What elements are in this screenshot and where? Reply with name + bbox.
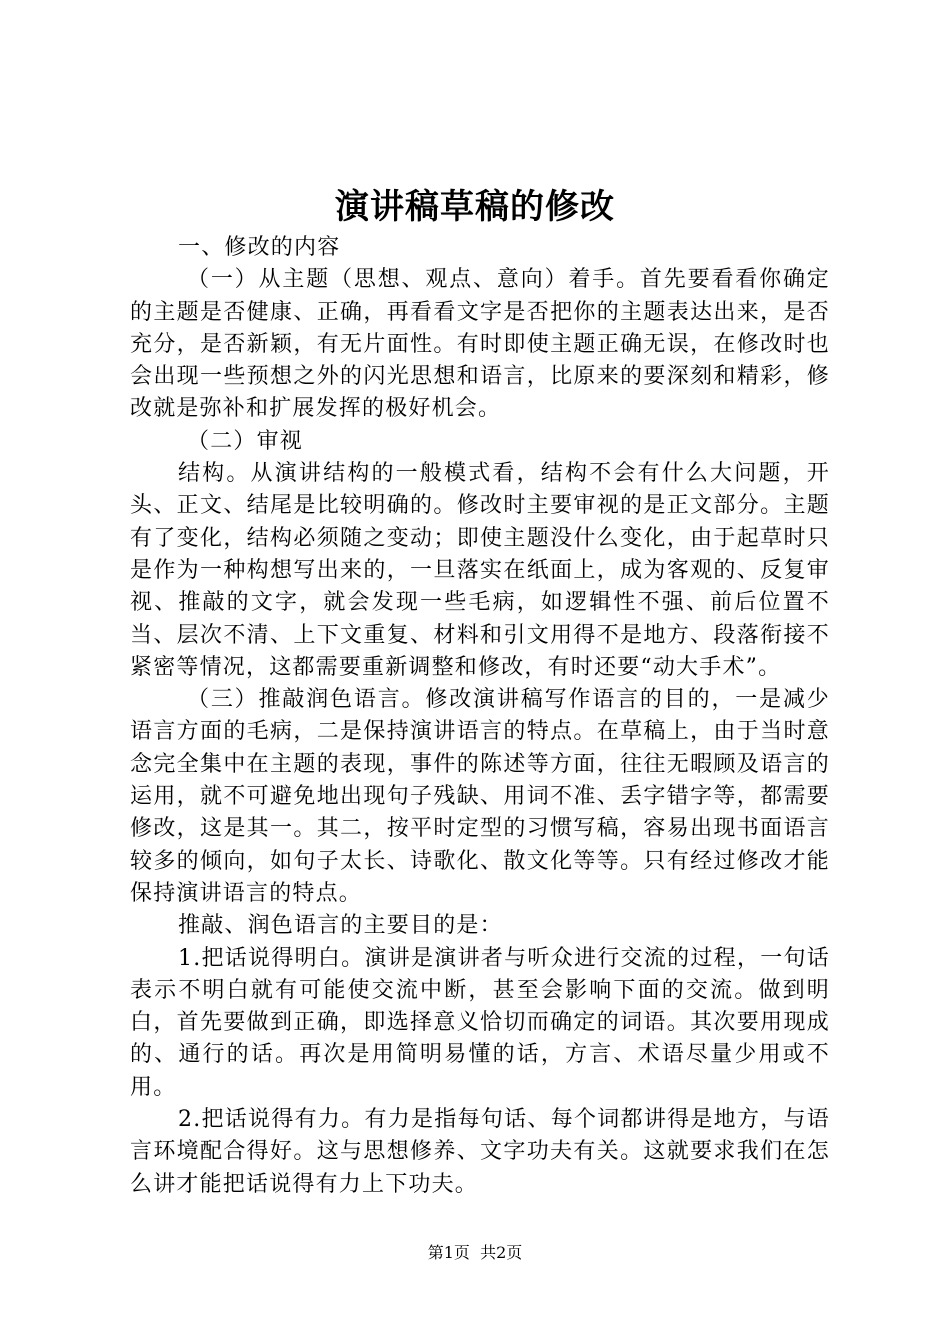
paragraph: 推敲、润色语言的主要目的是：: [178, 913, 503, 939]
page-footer: [0, 1243, 950, 1263]
list-item: 2.把话说得有力。有力是指每句话、每个词都讲得是地方，与语言环境配合得好。这与思想修养、文字功夫有关。这就要求我们在怎么讲才能把话说得有力上下功夫。: [130, 1107, 830, 1197]
document-title: 演讲稿草稿的修改: [335, 187, 615, 227]
paragraph: （一）从主题（思想、观点、意向）着手。首先要看看你确定的主题是否健康、正确，再看看文字是否把你的主题表达出来，是否充分，是否新颖，有无片面性。有时即使主题正确无误，在修改时也会出现一些预想之外的闪光思想和语言，比原来的要深刻和精彩，修改就是弥补和扩展发挥的极好机会。: [130, 267, 830, 422]
list-item: 1.把话说得明白。演讲是演讲者与听众进行交流的过程，一句话表示不明白就有可能使交流中断，甚至会影响下面的交流。做到明白，首先要做到正确，即选择意义恰切而确定的词语。其次要用现成的、通行的话。再次是用简明易懂的话，方言、术语尽量少用或不用。: [130, 945, 830, 1100]
paragraph: 结构。从演讲结构的一般模式看，结构不会有什么大问题，开头、正文、结尾是比较明确的。修改时主要审视的是正文部分。主题有了变化，结构必须随之变动；即使主题没什么变化，由于起草时只是作为一种构想写出来的，一旦落实在纸面上，成为客观的、反复审视、推敲的文字，就会发现一些毛病，如逻辑性不强、前后位置不当、层次不清、上下文重复、材料和引文用得不是地方、段落衔接不紧密等情况，这都需要重新调整和修改，有时还要“动大手术”。: [130, 461, 830, 680]
subsection-heading: （二）审视: [187, 428, 304, 454]
document-body: [130, 232, 830, 1201]
page-number: 第1页 共2页: [427, 1243, 523, 1262]
paragraph: （三）推敲润色语言。修改演讲稿写作语言的目的，一是减少语言方面的毛病，二是保持演讲语言的特点。在草稿上，由于当时意念完全集中在主题的表现，事件的陈述等方面，往往无暇顾及语言的运用，就不可避免地出现句子残缺、用词不准、丢字错字等，都需要修改，这是其一。其二，按平时定型的习惯写稿，容易出现书面语言较多的倾向，如句子太长、诗歌化、散文化等等。只有经过修改才能保持演讲语言的特点。: [130, 687, 830, 906]
section-heading: 一、修改的内容: [178, 235, 341, 260]
